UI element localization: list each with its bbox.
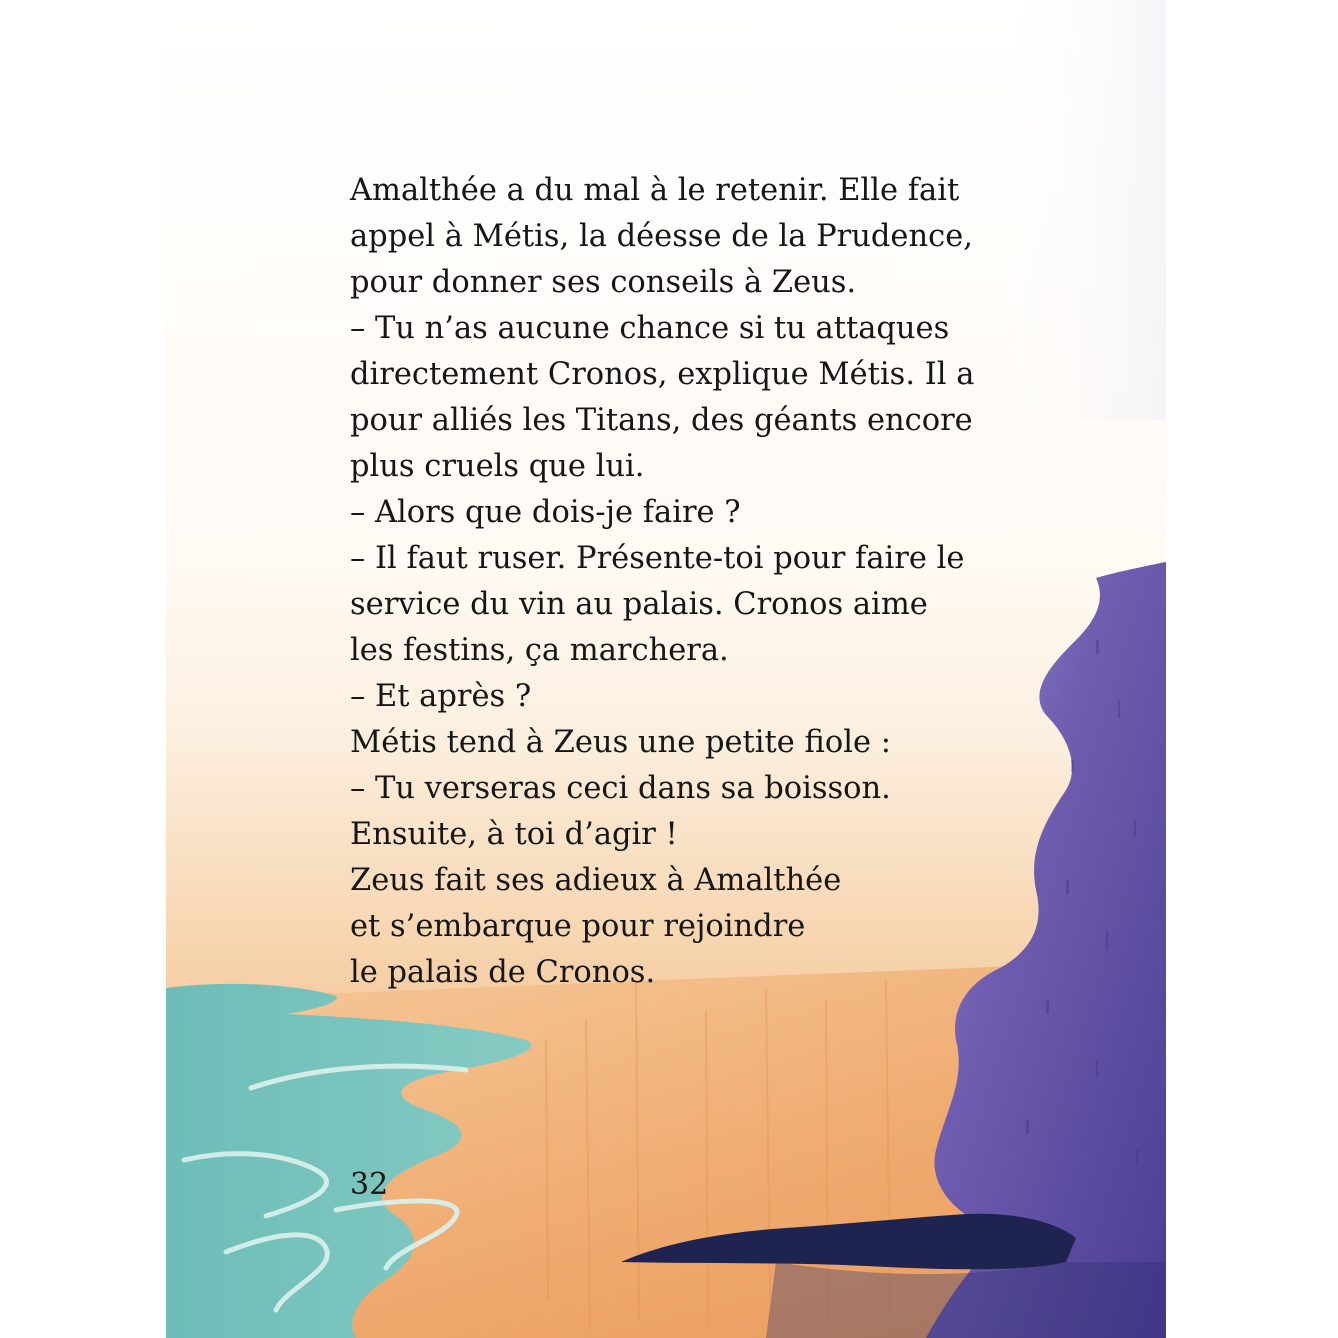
text-line: directement Cronos, explique Métis. Il a (350, 357, 975, 392)
text-line: appel à Métis, la déesse de la Prudence, (350, 219, 973, 254)
text-line: le palais de Cronos. (350, 955, 656, 990)
text-line: Ensuite, à toi d’agir ! (350, 817, 678, 852)
text-line: pour donner ses conseils à Zeus. (350, 265, 857, 300)
text-line: – Tu verseras ceci dans sa boisson. (350, 771, 891, 806)
text-line: Métis tend à Zeus une petite fiole : (350, 725, 892, 760)
text-line: et s’embarque pour rejoindre (350, 909, 806, 944)
page-number: 32 (350, 1167, 389, 1202)
text-line: Amalthée a du mal à le retenir. Elle fait (350, 173, 960, 208)
text-line: Zeus fait ses adieux à Amalthée (350, 863, 842, 898)
text-line: – Tu n’as aucune chance si tu attaques (350, 311, 950, 346)
story-text (350, 168, 1050, 996)
text-line: – Et après ? (350, 679, 532, 714)
text-line: – Alors que dois-je faire ? (350, 495, 741, 530)
text-line: les festins, ça marchera. (350, 633, 729, 668)
text-line: pour alliés les Titans, des géants encore (350, 403, 973, 438)
book-page (166, 0, 1166, 1338)
text-line: plus cruels que lui. (350, 449, 645, 484)
text-line: service du vin au palais. Cronos aime (350, 587, 928, 622)
text-line: – Il faut ruser. Présente-toi pour faire le (350, 541, 965, 576)
